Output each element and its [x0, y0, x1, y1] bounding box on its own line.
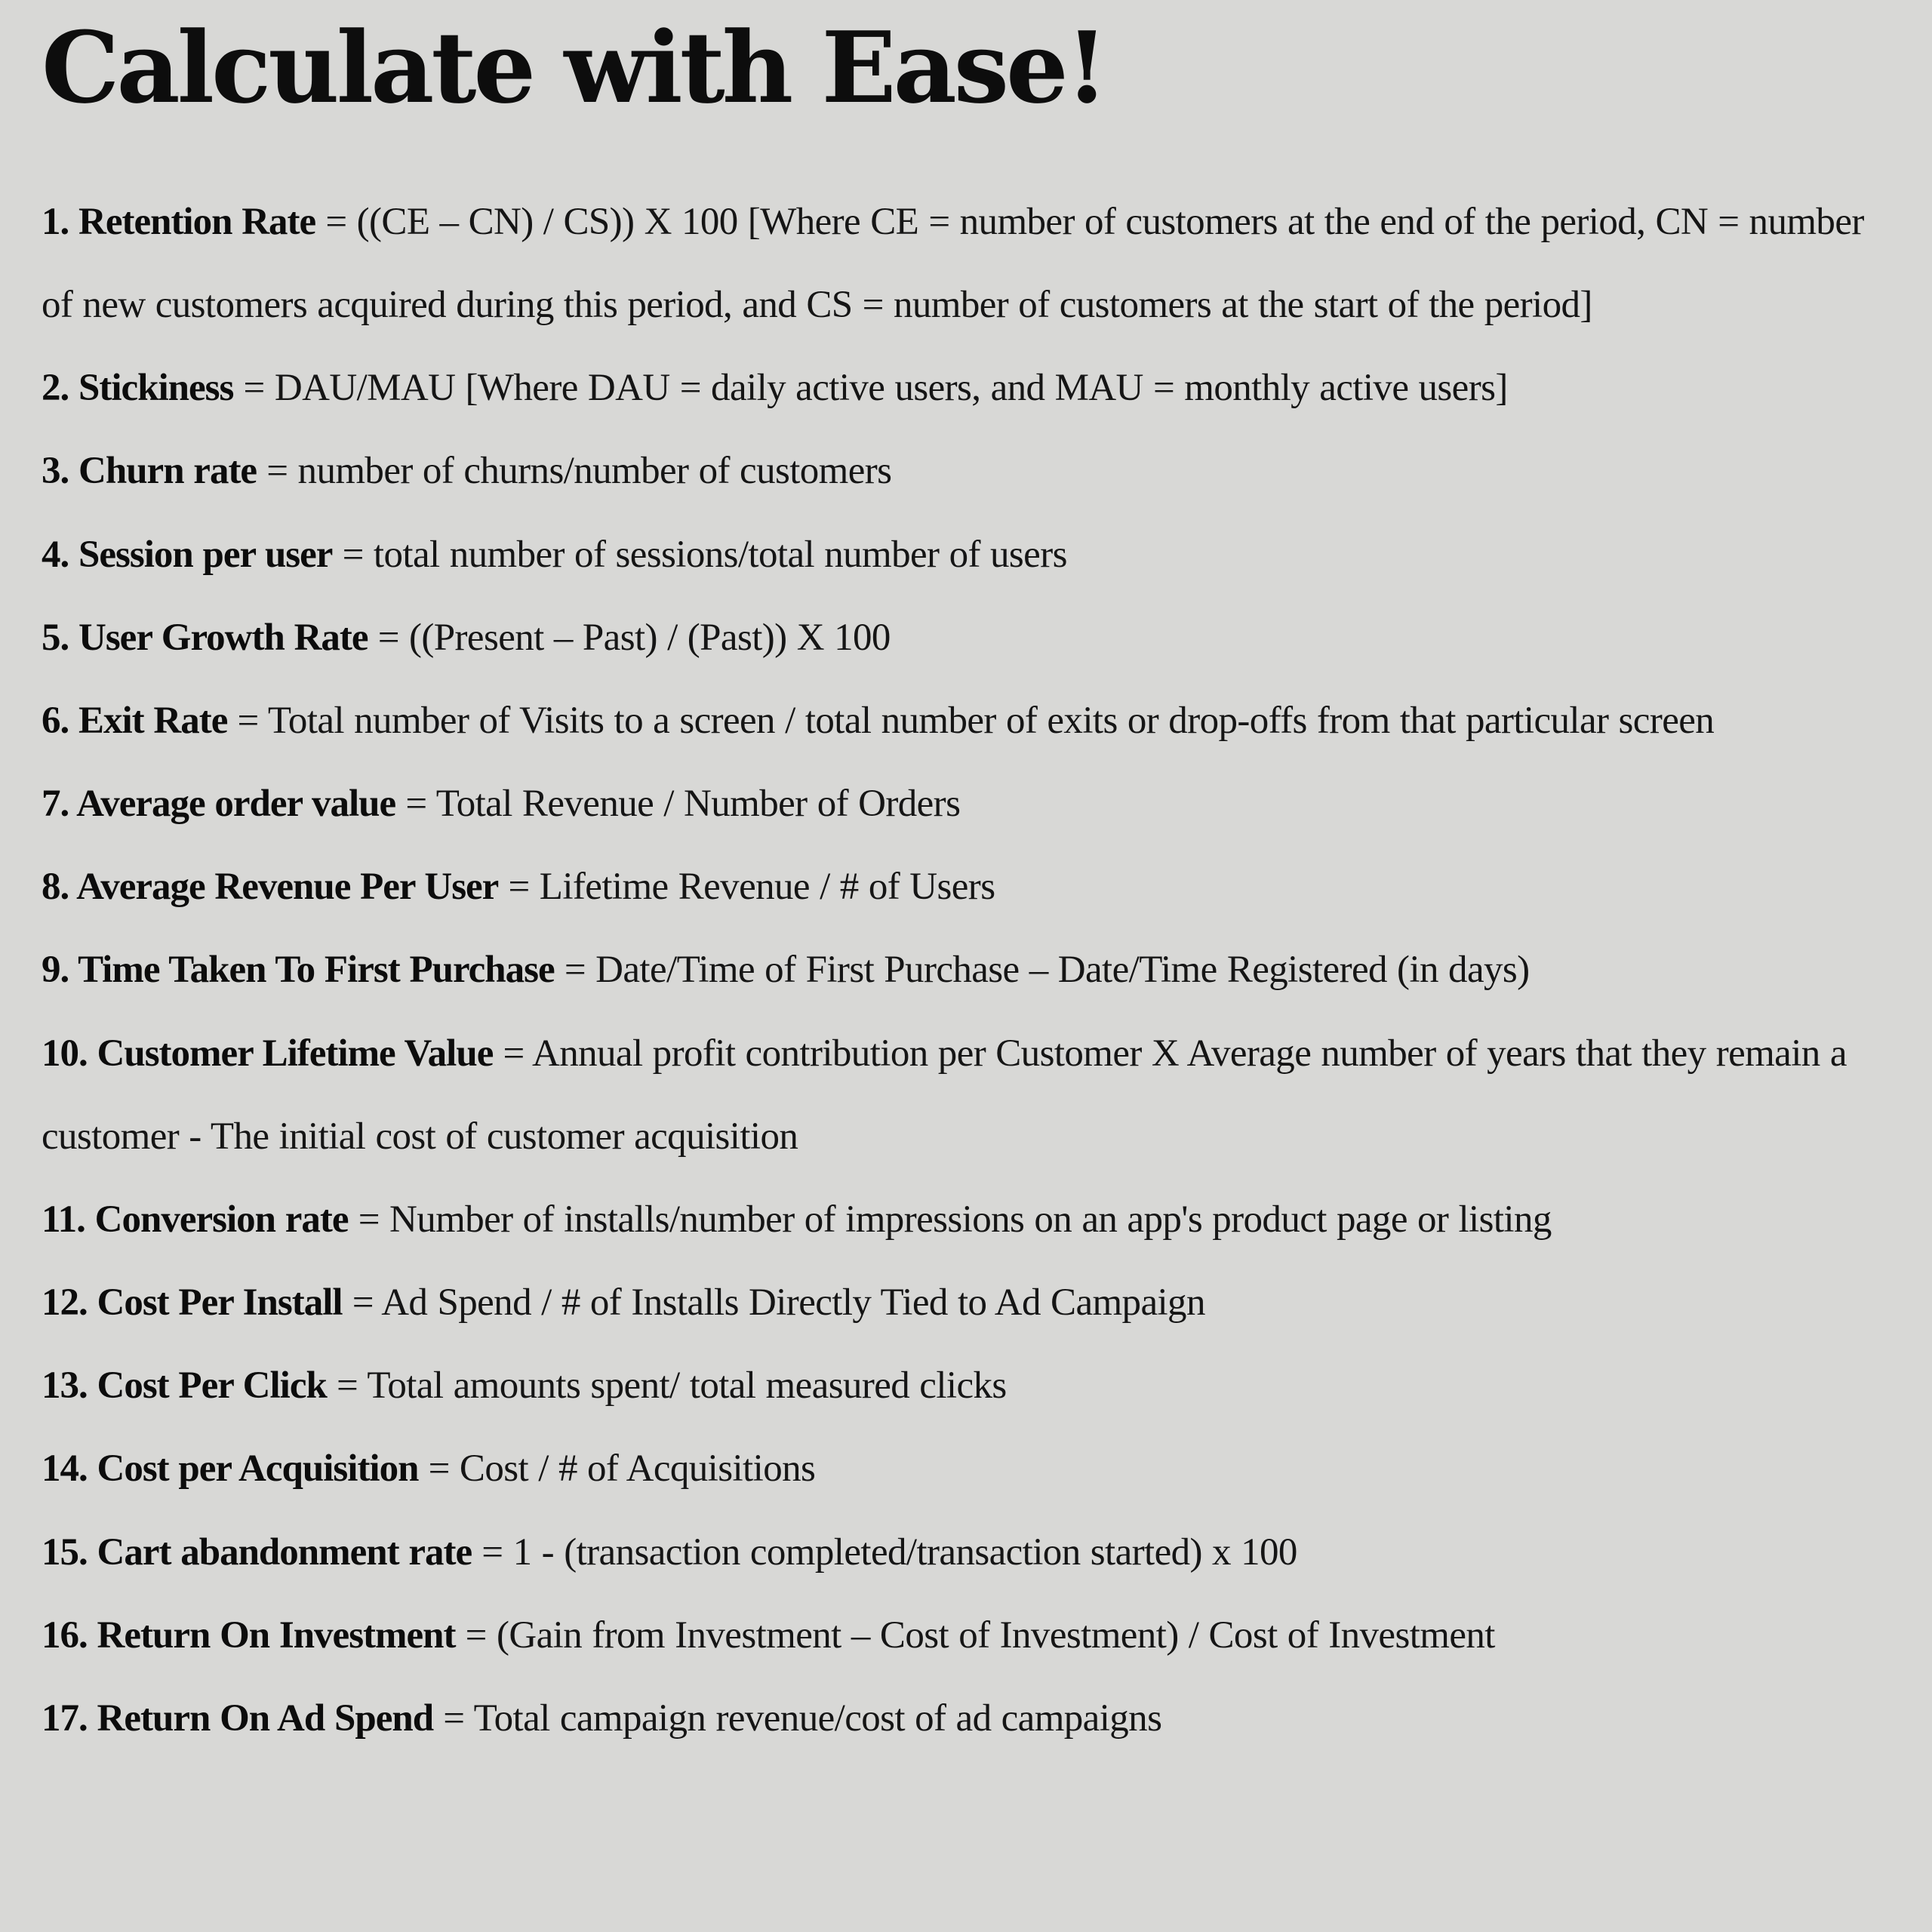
formula-text: = Total number of Visits to a screen / total number of exits or drop-offs from that particular screen — [237, 699, 1715, 742]
formula-text: = Cost / # of Acquisitions — [428, 1447, 816, 1491]
formula-label: 11. Conversion rate — [42, 1198, 349, 1241]
formula-text: = Annual profit contribution per Customer X Average number of years that they remain a customer - The initial cost of customer acquisition — [42, 1032, 1847, 1158]
formula-label: 8. Average Revenue Per User — [42, 866, 499, 909]
formula-text: = total number of sessions/total number of users — [342, 533, 1067, 576]
formula-item-cost-per-acquisition — [42, 1427, 1890, 1510]
formula-item-retention-rate — [42, 180, 1890, 346]
formula-label: 12. Cost Per Install — [42, 1281, 343, 1324]
formula-label: 2. Stickiness — [42, 367, 234, 410]
formula-item-return-on-investment — [42, 1594, 1890, 1677]
formula-text: = ((Present – Past) / (Past)) X 100 — [377, 616, 891, 659]
formula-label: 15. Cart abandonment rate — [42, 1531, 472, 1574]
formula-item-cost-per-install — [42, 1261, 1890, 1344]
formula-label: 10. Customer Lifetime Value — [42, 1032, 494, 1075]
formula-item-customer-lifetime-value — [42, 1012, 1890, 1178]
formula-label: 5. User Growth Rate — [42, 616, 368, 659]
formula-label: 14. Cost per Acquisition — [42, 1447, 419, 1491]
formula-item-cost-per-click — [42, 1344, 1890, 1427]
formula-text: = Lifetime Revenue / # of Users — [508, 866, 995, 909]
formula-item-user-growth-rate — [42, 596, 1890, 679]
formula-text: = (Gain from Investment – Cost of Investment) / Cost of Investment — [465, 1614, 1495, 1657]
formula-label: 17. Return On Ad Spend — [42, 1697, 434, 1740]
formula-item-average-revenue-per-user — [42, 845, 1890, 928]
formula-item-cart-abandonment-rate — [42, 1511, 1890, 1594]
formula-item-average-order-value — [42, 762, 1890, 845]
formula-label: 4. Session per user — [42, 533, 333, 576]
formula-text: = Total campaign revenue/cost of ad campaigns — [443, 1697, 1162, 1740]
formula-item-exit-rate — [42, 679, 1890, 762]
formula-item-return-on-ad-spend — [42, 1677, 1890, 1760]
formula-item-churn-rate — [42, 429, 1890, 512]
page-title: Calculate with Ease! — [42, 10, 1106, 125]
formula-item-conversion-rate — [42, 1178, 1890, 1261]
formula-list — [42, 180, 1890, 1760]
formula-item-time-to-first-purchase — [42, 928, 1890, 1011]
formula-label: 7. Average order value — [42, 783, 396, 826]
formula-text: = number of churns/number of customers — [266, 450, 892, 493]
formula-text: = Total Revenue / Number of Orders — [405, 783, 961, 826]
formula-label: 9. Time Taken To First Purchase — [42, 949, 555, 992]
formula-text: = Total amounts spent/ total measured clicks — [337, 1364, 1007, 1407]
formula-label: 6. Exit Rate — [42, 699, 228, 742]
formula-text: = Ad Spend / # of Installs Directly Tied to Ad Campaign — [352, 1281, 1205, 1324]
formula-text: = Date/Time of First Purchase – Date/Time Registered (in days) — [564, 949, 1530, 992]
formula-item-stickiness — [42, 346, 1890, 429]
formula-text: = ((CE – CN) / CS)) X 100 [Where CE = number of customers at the end of the period, CN = number of new customers acquired during this period, and CS = number of customers at the start of the period] — [42, 201, 1864, 327]
formula-label: 1. Retention Rate — [42, 201, 316, 243]
formula-label: 16. Return On Investment — [42, 1614, 456, 1657]
formula-label: 3. Churn rate — [42, 450, 257, 493]
formula-text: = DAU/MAU [Where DAU = daily active users, and MAU = monthly active users] — [243, 367, 1508, 410]
formula-item-session-per-user — [42, 513, 1890, 596]
formula-text: = Number of installs/number of impressions on an app's product page or listing — [358, 1198, 1552, 1241]
formula-label: 13. Cost Per Click — [42, 1364, 327, 1407]
formula-text: = 1 - (transaction completed/transaction started) x 100 — [481, 1531, 1297, 1574]
